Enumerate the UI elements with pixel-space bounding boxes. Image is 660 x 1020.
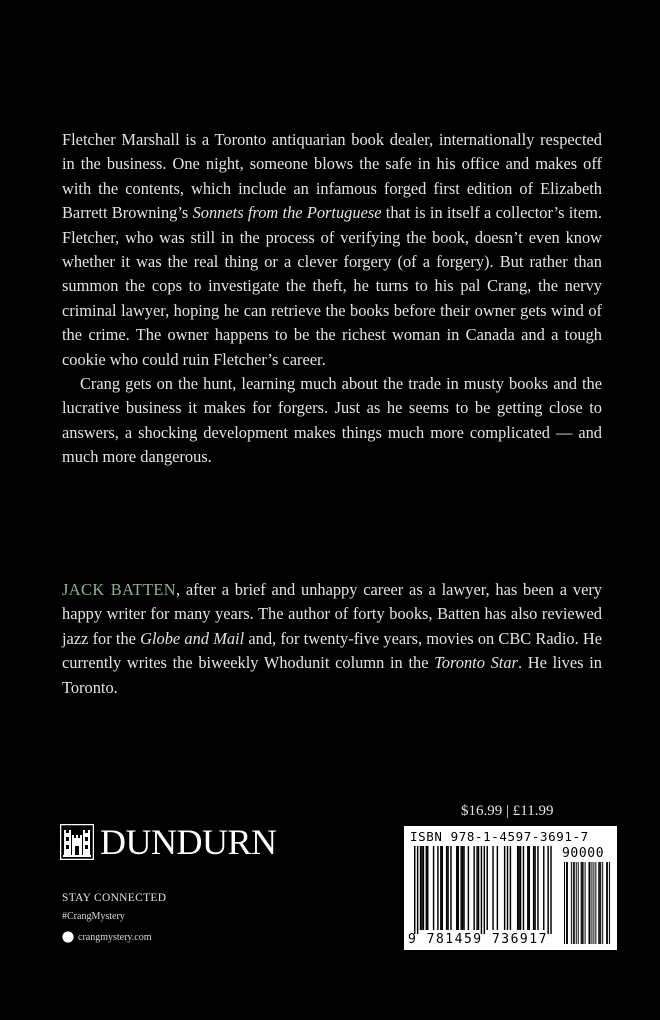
blurb-p1-text-a: Fletcher Marshall is a Toronto antiquarian book dealer, internationally respected in the business. One night, someone blows the safe in his office and makes off with the contents, which include an infamous forged first edition of Elizabeth Barrett Browning’s xyxy=(62,130,602,223)
addon-bar xyxy=(581,862,582,944)
author-bio xyxy=(62,578,602,700)
barcode-bar xyxy=(447,846,448,930)
barcode-bar xyxy=(543,846,544,930)
barcode-bar xyxy=(492,846,493,930)
barcode-bar xyxy=(520,846,521,930)
bio-publication-2: Toronto Star xyxy=(434,653,518,673)
barcode-guard-bar xyxy=(484,846,485,934)
addon-bar xyxy=(591,862,592,944)
barcode-bar xyxy=(442,846,443,930)
barcode-guard-bar xyxy=(550,846,551,934)
barcode-bar xyxy=(533,846,534,930)
barcode-bar xyxy=(476,846,477,930)
website-url: crangmystery.com xyxy=(78,931,152,943)
addon-bar xyxy=(583,862,584,944)
blurb-p1-title: Sonnets from the Portuguese xyxy=(192,203,382,223)
addon-bar xyxy=(599,862,600,944)
bio-text-b: and, for twenty-five years, movies on CBC Radio. He currently writes the biweekly Whodunit column in the xyxy=(62,628,603,673)
publisher-brand xyxy=(60,822,277,862)
addon-bar xyxy=(606,862,607,944)
blurb-p1-text-b: that is in itself a collector’s item. Fletcher, who was still in the process of verifying the book, doesn’t even know whether it was the real thing or a clever forgery (of a forgery). But rather than summon the cops to investigate the theft, he turns to his pal Crang, the nervy criminal lawyer, hoping he can retrieve the books before their owner gets wind of the crime. The owner happens to be the richest woman in Canada and a tough cookie who could ruin Fletcher’s career. xyxy=(62,203,602,369)
blurb-paragraph-2: Crang gets on the hunt, learning much about the trade in musty books and the lucrative business it makes for forgers. Just as he seems to be getting close to answers, a shocking development makes things much more complicated — and much more dangerous. xyxy=(62,374,602,467)
barcode-bar xyxy=(433,846,434,930)
barcode-bar xyxy=(458,846,459,930)
addon-bar xyxy=(602,862,603,944)
barcode-bar xyxy=(463,846,464,930)
barcode-bar xyxy=(460,846,461,930)
hashtag: #CrangMystery xyxy=(62,911,125,922)
castle-logo-icon xyxy=(60,824,94,860)
addon-bar xyxy=(578,862,579,944)
barcode-bar xyxy=(517,846,518,930)
barcode-bar xyxy=(510,846,511,930)
barcode-bar xyxy=(450,846,451,930)
barcode-bar xyxy=(423,846,424,930)
globe-icon xyxy=(62,931,74,943)
addon-bar xyxy=(567,862,568,944)
addon-bar xyxy=(595,862,596,944)
author-name: JACK BATTEN xyxy=(62,580,177,599)
addon-bar xyxy=(582,862,583,944)
addon-bar xyxy=(607,862,608,944)
barcode-guard-bar xyxy=(417,846,418,934)
blurb-paragraph-1 xyxy=(62,128,602,372)
addon-bar xyxy=(566,862,567,944)
ean-digits: 9 781459 736917 xyxy=(408,932,548,947)
bio-publication-1: Globe and Mail xyxy=(140,628,245,648)
barcode-bar xyxy=(456,846,457,930)
addon-bar xyxy=(609,862,610,944)
barcode-bar xyxy=(440,846,441,930)
blurb xyxy=(62,128,602,470)
barcode-bar xyxy=(534,846,535,930)
addon-bar xyxy=(574,862,575,944)
addon-bar xyxy=(598,862,599,944)
addon-digits: 90000 xyxy=(562,846,605,861)
barcode-bar xyxy=(468,846,469,930)
barcode-bar xyxy=(504,846,505,930)
addon-bar xyxy=(576,862,577,944)
barcode-guard-bar xyxy=(547,846,548,934)
barcode-bar xyxy=(421,846,422,930)
barcode-bar xyxy=(437,846,438,930)
addon-bar xyxy=(589,862,590,944)
barcode-bar xyxy=(537,846,538,930)
barcode-bar xyxy=(473,846,474,930)
barcode-bar xyxy=(497,846,498,930)
isbn-label: ISBN 978-1-4597-3691-7 xyxy=(410,829,589,844)
author-bio-paragraph xyxy=(62,578,602,700)
barcode-bar xyxy=(527,846,528,930)
price-label: $16.99 | £11.99 xyxy=(461,803,554,819)
addon-bar xyxy=(589,862,590,944)
barcode-bar xyxy=(478,846,479,930)
bio-text-c: . He lives in Toronto. xyxy=(62,653,602,697)
bio-text-a: , after a brief and unhappy career as a lawyer, has been a very happy writer for many years. The author of forty books, Batten has also reviewed jazz for the xyxy=(62,580,602,648)
publisher-name: DUNDURN xyxy=(100,822,277,862)
barcode-bar xyxy=(529,846,530,930)
barcode-bar xyxy=(427,846,428,930)
addon-bar xyxy=(600,862,601,944)
addon-bar xyxy=(585,862,586,944)
barcode-bar xyxy=(446,846,447,930)
barcode-guard-bar xyxy=(414,846,415,934)
barcode xyxy=(404,826,617,950)
barcode-bar xyxy=(426,846,427,930)
addon-bar xyxy=(564,862,565,944)
barcode-bar xyxy=(523,846,524,930)
barcode-bar xyxy=(487,846,488,930)
stay-connected-heading: STAY CONNECTED xyxy=(62,892,167,904)
barcode-guard-bar xyxy=(481,846,482,934)
barcode-bar xyxy=(420,846,421,930)
addon-bar xyxy=(571,862,572,944)
website xyxy=(62,931,152,943)
addon-bar xyxy=(573,862,574,944)
addon-bar xyxy=(593,862,594,944)
barcode-bar xyxy=(507,846,508,930)
barcode-bar xyxy=(518,846,519,930)
barcode-bar xyxy=(462,846,463,930)
